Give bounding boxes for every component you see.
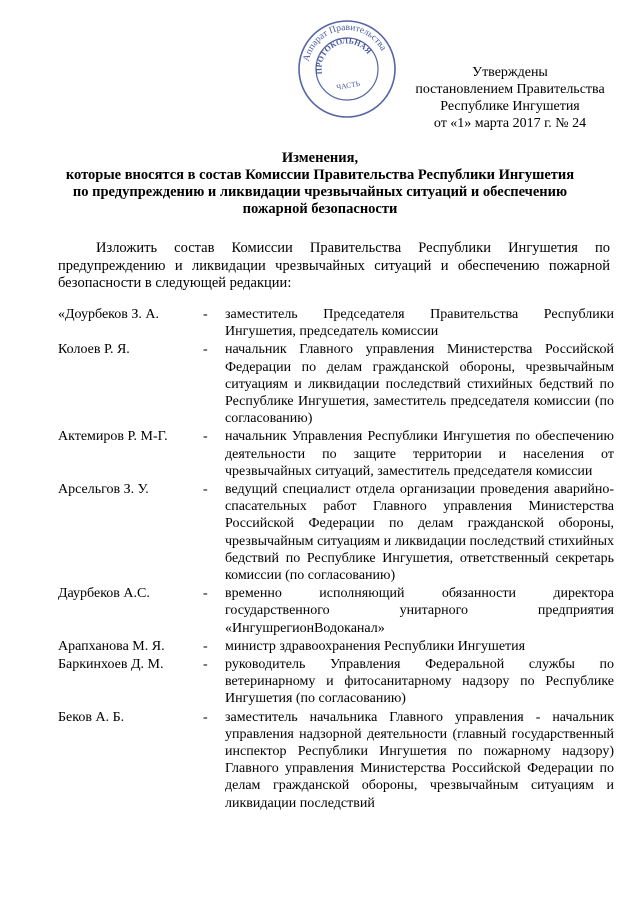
approval-line: Утверждены [472, 65, 548, 80]
member-dash: - [203, 586, 208, 602]
member-name: Арапханова М. Я. [58, 638, 165, 654]
member-role: заместитель Председателя Правительства Республики Ингушетия, председатель комиссии [225, 307, 614, 340]
member-name: Даурбеков А.С. [58, 586, 150, 602]
member-row [58, 656, 614, 708]
svg-text:ПРОТОКОЛЬНАЯ [314, 36, 373, 74]
approval-line: постановлением Правительства [415, 82, 605, 97]
member-dash: - [203, 307, 208, 322]
member-role: заместитель начальника Главного управления - начальник управления надзорной деятельности (главный государственный инспектор Республики Ингушетия по пожарному надзору) Главного управления Министерства Российской Федерации по делам гражданской обороны, чрезвычайным ситуациям и ликвидации последствий [225, 709, 614, 811]
member-dash: - [203, 638, 208, 654]
title-line: Изменения, [281, 150, 359, 166]
member-row [58, 585, 614, 637]
title-line: пожарной безопасности [242, 201, 398, 217]
member-role: руководитель Управления Федеральной службы по ветеринарному и фитосанитарному надзору по Республике Ингушетия (по согласованию) [225, 657, 614, 707]
member-role: начальник Управления Республики Ингушетия по обеспечению деятельности по защите территории и населения от чрезвычайных ситуаций, заместитель председателя комиссии [225, 429, 614, 479]
title-line: которые вносятся в состав Комиссии Правительства Республики Ингушетия [65, 167, 575, 183]
member-dash: - [203, 342, 208, 358]
member-name: Арсельгов З. У. [58, 482, 149, 498]
member-role: начальник Главного управления Министерства Российской Федерации по делам гражданской обороны, чрезвычайным ситуациям и ликвидации последствий стихийных бедствий по Республике Ингушетия, заместитель председателя комиссии (по согласованию) [225, 342, 614, 427]
title-line: по предупреждению и ликвидации чрезвычайных ситуаций и обеспечению [72, 184, 568, 200]
member-role: министр здравоохранения Республики Ингушетия [225, 638, 526, 654]
member-row [58, 638, 614, 655]
member-dash: - [203, 429, 208, 445]
member-name: Колоев Р. Я. [58, 342, 130, 358]
intro-paragraph [58, 240, 610, 293]
member-name: Беков А. Б. [58, 709, 125, 725]
member-role: временно исполняющий обязанности директора государственного унитарного предприятия «ИнгушрегионВодоканал» [225, 586, 614, 636]
members-list [58, 306, 614, 813]
member-dash: - [203, 709, 208, 725]
member-name: Баркинхоев Д. М. [58, 657, 164, 673]
member-name: Актемиров Р. М-Г. [58, 429, 168, 445]
approval-line: Республике Ингушетия [440, 99, 580, 114]
approval-line: от «1» марта 2017 г. № 24 [433, 116, 587, 131]
member-row [58, 709, 614, 812]
member-row [58, 428, 614, 480]
member-dash: - [203, 482, 208, 498]
member-role: ведущий специалист отдела организации проведения аварийно-спасательных работ Главного управления Министерства Российской Федерации по делам гражданской обороны, чрезвычайным ситуациям и ликвидации последствий стихийных бедствий по Республике Ингушетия, ответственный секретарь комиссии (по согласованию) [225, 482, 614, 584]
intro-text: Изложить состав Комиссии Правительства Республики Ингушетия по предупреждению и ликвидации чрезвычайных ситуаций и обеспечению пожарной безопасности в следующей редакции: [58, 240, 610, 291]
protocol-stamp [296, 18, 398, 120]
member-row [58, 341, 614, 427]
member-row [58, 306, 614, 340]
member-name: «Доурбеков З. А. [58, 307, 159, 322]
member-row [58, 481, 614, 584]
document-title [40, 150, 600, 218]
stamp-middle-text: ПРОТОКОЛЬНАЯ [314, 36, 374, 75]
member-dash: - [203, 657, 208, 673]
approval-block [385, 64, 635, 132]
stamp-outer-text: Аппарат Правительства [301, 22, 388, 63]
stamp-inner-text: ЧАСТЬ [335, 78, 361, 92]
